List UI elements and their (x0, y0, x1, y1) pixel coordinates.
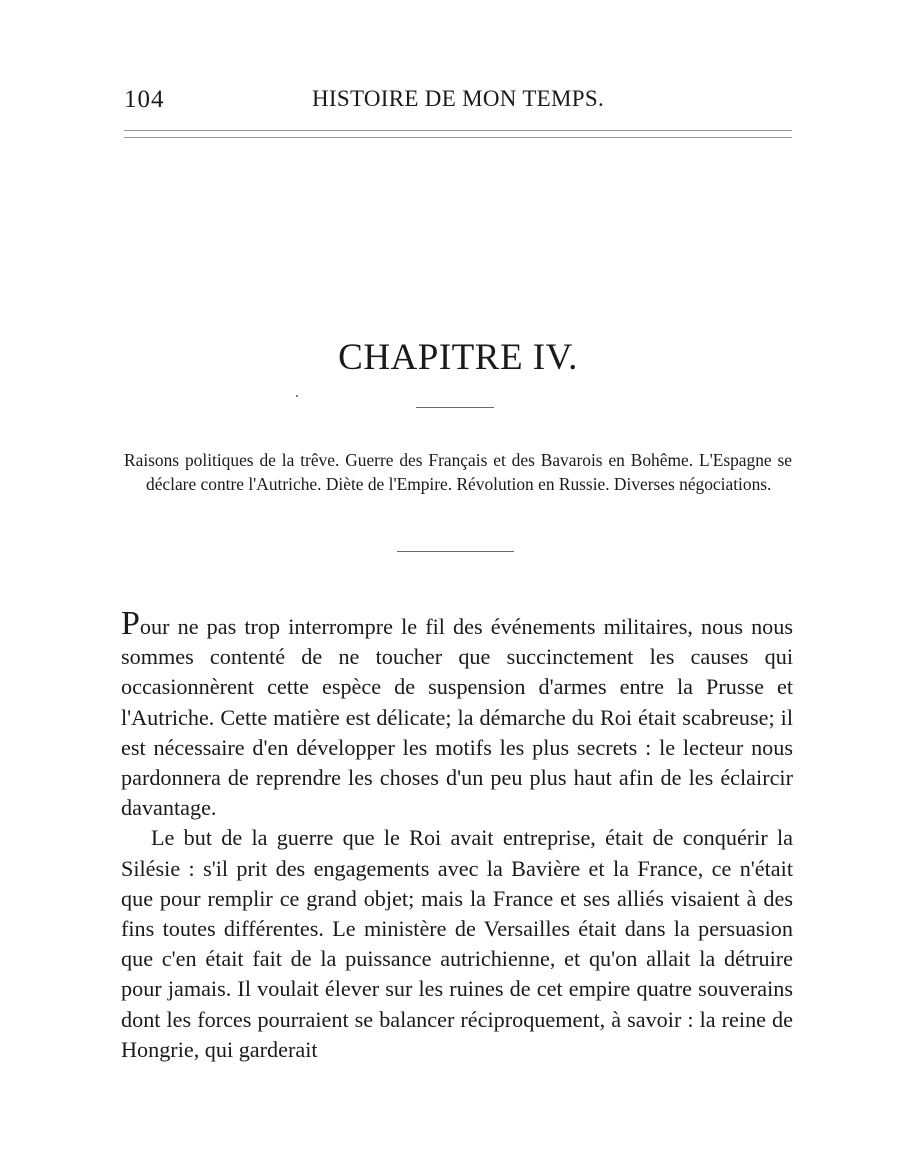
paragraph-2: Le but de la guerre que le Roi avait entreprise, était de conquérir la Silésie : s'il prit des engagements avec la Bavière et la France, ce n'était que pour remplir ce grand objet; mais la France et ses alliés visaient à des fins toutes différentes. Le ministère de Versailles était dans la persuasion que c'en était fait de la puissance autrichienne, et qu'on allait la détruire pour jamais. Il voulait élever sur les ruines de cet empire quatre souverains dont les forces pourraient se balancer réciproquement, à savoir : la reine de Hongrie, qui garderait (121, 825, 793, 1062)
paragraph-1-text: our ne pas trop interrompre le fil des événements militaires, nous nous sommes contenté de ne toucher que succinctement les causes qui occasionnèrent cette espèce de suspension d'armes entre la Prusse et l'Autriche. Cette matière est délicate; la démarche du Roi était scabreuse; il est nécessaire d'en développer les motifs les plus secrets : le lecteur nous pardonnera de reprendre les choses d'un peu plus haut afin de les éclaircir davantage. (121, 614, 793, 821)
header-double-rule (124, 130, 792, 138)
body-text (121, 605, 793, 1065)
ink-speck (296, 395, 298, 397)
page-number: 104 (124, 86, 165, 113)
chapter-summary: Raisons politiques de la trêve. Guerre des Français et des Bavarois en Bohême. L'Espagne se déclare contre l'Autriche. Diète de l'Empire. Révolution en Russie. Diverses négociations. (124, 450, 792, 494)
title-divider-rule (416, 407, 494, 408)
summary-divider-rule (397, 551, 514, 552)
chapter-title: CHAPITRE IV. (338, 337, 578, 378)
paragraph-1 (121, 605, 793, 823)
initial-letter: P (121, 605, 140, 642)
running-title: HISTOIRE DE MON TEMPS. (312, 86, 604, 111)
